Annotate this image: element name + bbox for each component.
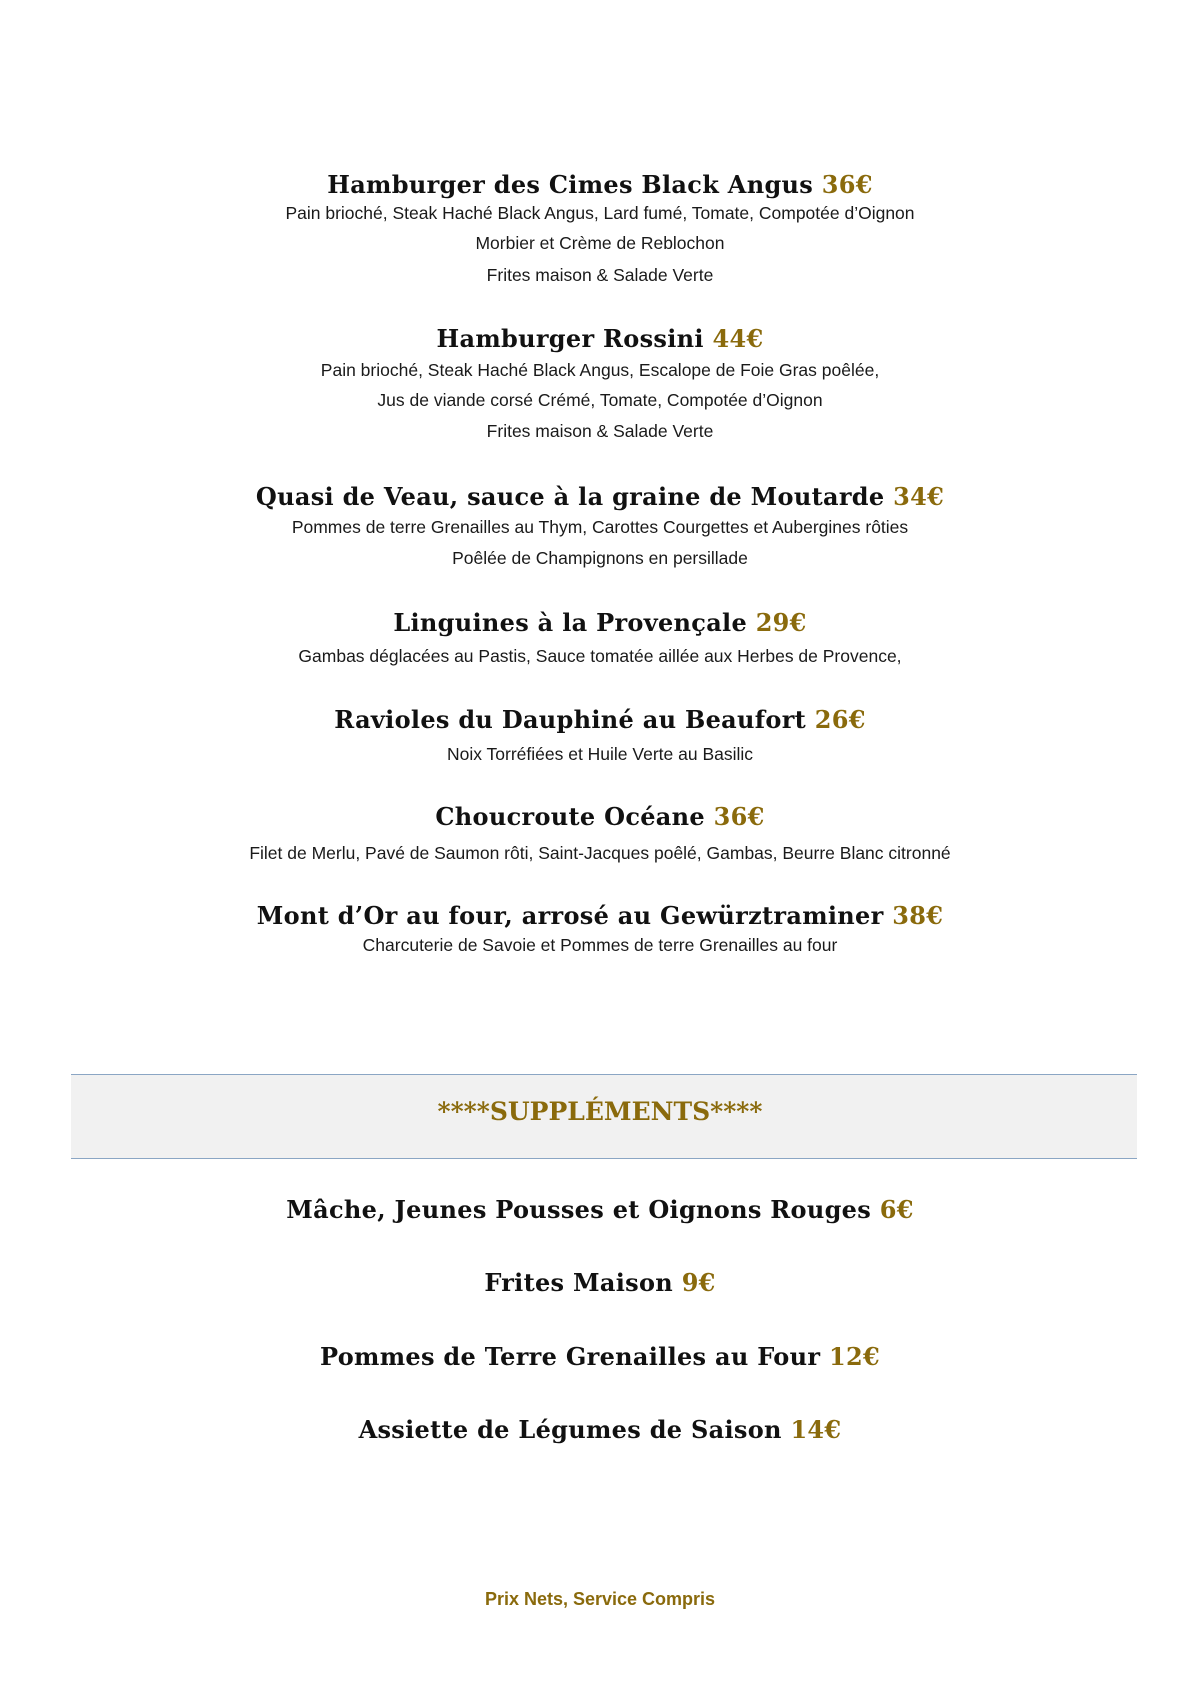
dish-title [0, 705, 1200, 734]
dish-name: Choucroute Océane [435, 802, 705, 831]
dish-name: Quasi de Veau, sauce à la graine de Moutarde [255, 482, 885, 511]
dish-title [0, 324, 1200, 353]
dish-description: Charcuterie de Savoie et Pommes de terre Grenailles au four [362, 935, 838, 955]
supplement-name: Assiette de Légumes de Saison [358, 1415, 782, 1444]
supplement-item [0, 1195, 1200, 1224]
dish-price: 44€ [712, 324, 764, 353]
dish-description: Pain brioché, Steak Haché Black Angus, Lard fumé, Tomate, Compotée d’Oignon [285, 203, 915, 223]
dish-description: Pain brioché, Steak Haché Black Angus, Escalope de Foie Gras poêlée, [320, 360, 880, 380]
supplement-price: 6€ [879, 1195, 914, 1224]
dish-name: Linguines à la Provençale [393, 608, 748, 637]
dish-description: Jus de viande corsé Crémé, Tomate, Compotée d’Oignon [377, 390, 823, 410]
dish-description: Frites maison & Salade Verte [486, 421, 714, 441]
supplement-price: 14€ [790, 1415, 842, 1444]
dish-price: 36€ [821, 170, 873, 199]
dish-description: Poêlée de Champignons en persillade [452, 548, 748, 568]
dish-description: Frites maison & Salade Verte [486, 265, 714, 285]
supplement-name: Mâche, Jeunes Pousses et Oignons Rouges [286, 1195, 872, 1224]
dish-price: 29€ [755, 608, 807, 637]
supplement-item [0, 1342, 1200, 1371]
dish-name: Hamburger des Cimes Black Angus [327, 170, 814, 199]
dish-price: 26€ [814, 705, 866, 734]
dish-price: 36€ [713, 802, 765, 831]
supplement-name: Pommes de Terre Grenailles au Four [320, 1342, 821, 1371]
dish-title [0, 608, 1200, 637]
dish-title [0, 482, 1200, 511]
dish-name: Mont d’Or au four, arrosé au Gewürztraminer [256, 901, 884, 930]
dish-title [0, 901, 1200, 930]
footer-note: Prix Nets, Service Compris [484, 1589, 716, 1609]
supplement-price: 9€ [681, 1268, 716, 1297]
dish-description: Pommes de terre Grenailles au Thym, Carottes Courgettes et Aubergines rôties [291, 517, 909, 537]
dish-description: Morbier et Crème de Reblochon [475, 233, 725, 253]
dish-price: 34€ [893, 482, 945, 511]
dish-description: Gambas déglacées au Pastis, Sauce tomatée aillée aux Herbes de Provence, [298, 646, 902, 666]
supplement-name: Frites Maison [484, 1268, 674, 1297]
dish-name: Ravioles du Dauphiné au Beaufort [334, 705, 807, 734]
supplement-price: 12€ [828, 1342, 880, 1371]
supplements-title: ****SUPPLÉMENTS**** [437, 1097, 763, 1126]
dish-title [0, 802, 1200, 831]
supplement-item [0, 1415, 1200, 1444]
dish-price: 38€ [892, 901, 944, 930]
dish-description: Noix Torréfiées et Huile Verte au Basilic [446, 744, 754, 764]
supplement-item [0, 1268, 1200, 1297]
dish-name: Hamburger Rossini [436, 324, 704, 353]
dish-title [0, 170, 1200, 199]
dish-description: Filet de Merlu, Pavé de Saumon rôti, Saint-Jacques poêlé, Gambas, Beurre Blanc citronné [249, 843, 951, 863]
